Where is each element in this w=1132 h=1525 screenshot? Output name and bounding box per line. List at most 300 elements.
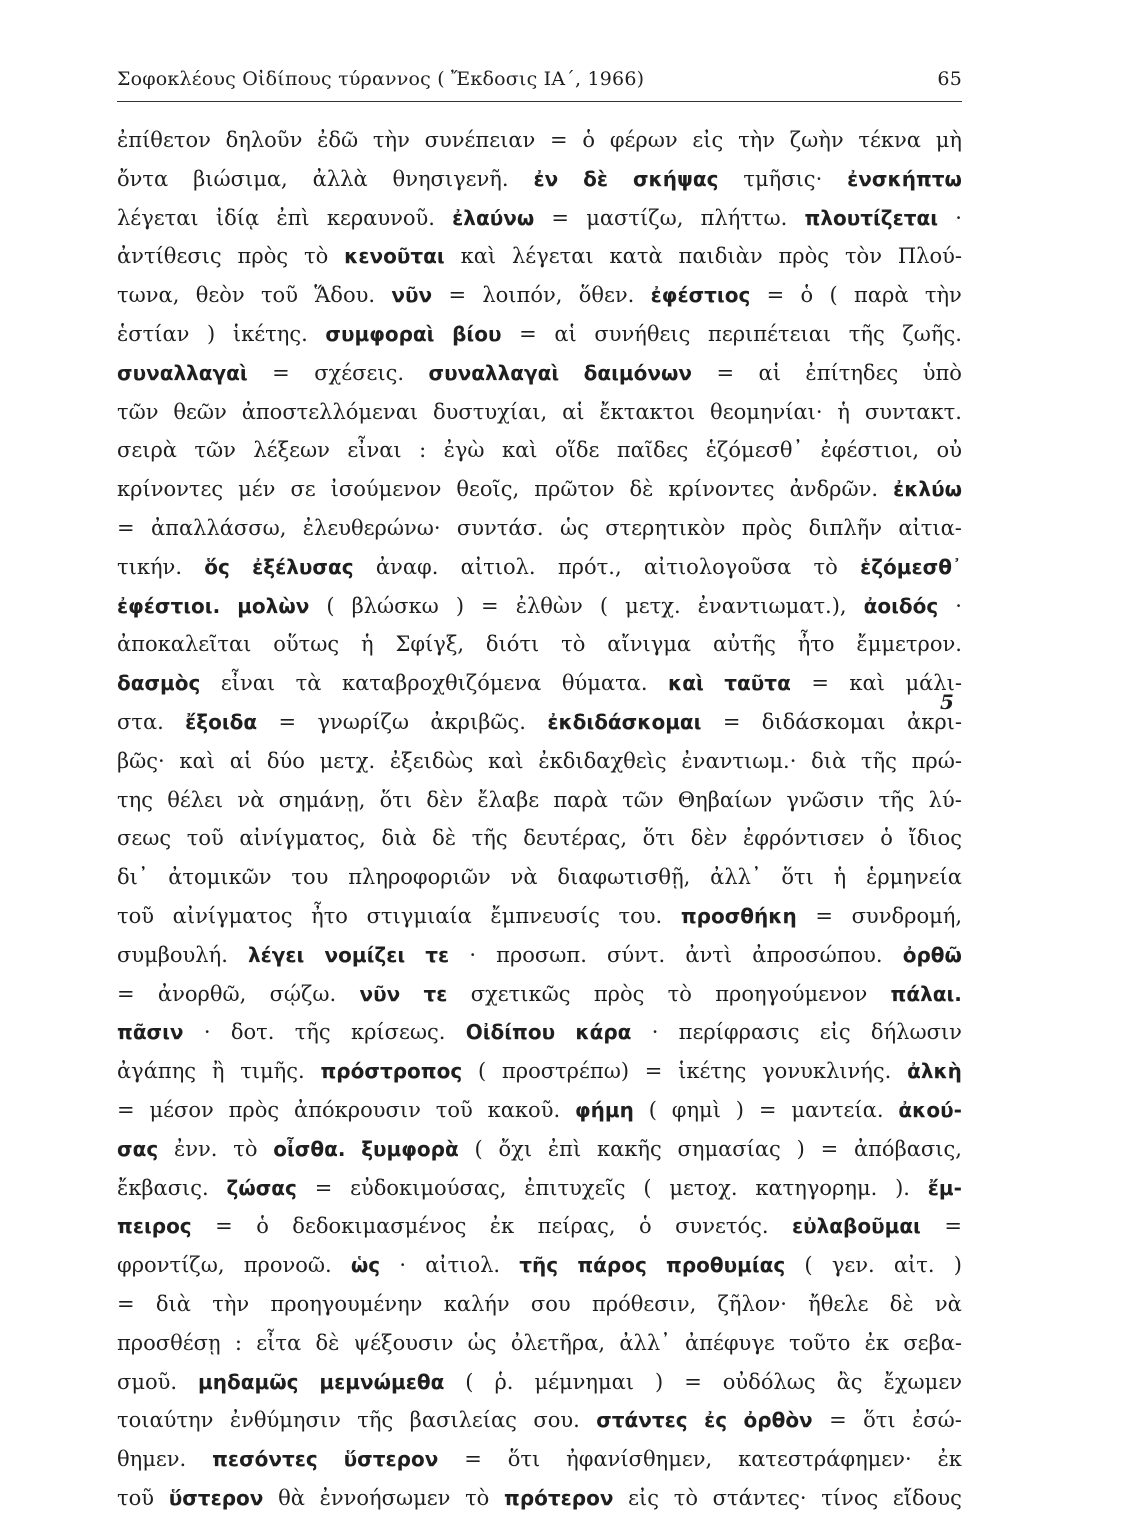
bold-lemma: ὕστερον (168, 1485, 264, 1510)
word: λέγεται (512, 244, 594, 269)
text-line (117, 1408, 962, 1447)
word: ὡς (467, 1330, 497, 1355)
word: ἱκέτης. (232, 321, 308, 346)
word: ἐξειδὼς (389, 748, 474, 773)
word: εἰς (692, 128, 724, 152)
word: μὴ (935, 128, 962, 152)
text-line (117, 128, 962, 167)
bold-lemma: κάρα (575, 1020, 632, 1045)
word: = (551, 205, 570, 230)
text-line (117, 1176, 962, 1215)
word: συνήθεις (594, 321, 691, 346)
word: συνδρομή, (851, 903, 962, 928)
word: τέκνα (858, 128, 921, 152)
word: ἀπόκρουσιν (294, 1097, 421, 1122)
word: ἠφανίσθημεν, (566, 1447, 713, 1472)
word: τοῦ (117, 903, 155, 928)
word: σμοῦ. (117, 1369, 178, 1394)
word: πείρας, (537, 1214, 616, 1239)
bold-lemma: εὐλαβοῦμαι (792, 1214, 921, 1239)
word: ἐγὼ (443, 438, 485, 463)
word: καλήν (443, 1291, 510, 1316)
word: τοῦτο (789, 1330, 851, 1355)
word: αἱ (229, 748, 253, 773)
word: μετοχ. (669, 1175, 738, 1200)
word: καὶ (488, 748, 524, 773)
word: καταβροχθιζόμενα (341, 671, 542, 696)
word: δύο (266, 748, 305, 773)
word: τῶν (117, 399, 159, 424)
word: ἔλαβε (477, 787, 540, 812)
word: μαστίζω, (586, 205, 684, 230)
word: σου (530, 1291, 571, 1316)
word: αἱ (554, 321, 577, 346)
word: δὲ (889, 1291, 914, 1316)
word: δευτέρας, (523, 826, 627, 851)
header-title: Σοφοκλέους Οἰδίπους τύραννος ( Ἔκδοσις ΙΑ΄, 1966) (117, 68, 645, 90)
word: ἀλλ᾿ (619, 1330, 671, 1355)
word: πρώ- (911, 748, 962, 773)
word: ἔμπνευσίς (490, 903, 600, 928)
word: θημεν. (117, 1447, 187, 1472)
word: ἀκρι- (907, 709, 962, 734)
word: Πλού- (897, 244, 962, 269)
word: καὶ (460, 244, 497, 269)
word: δοτ. (230, 1020, 275, 1045)
word: τῆς (860, 748, 897, 773)
word: θεομηνίαι· (710, 399, 823, 424)
bold-lemma: νομίζει (324, 942, 406, 967)
word: αἰτια- (898, 515, 962, 540)
word: τοῦ (435, 1097, 473, 1122)
bold-lemma: ἐνσκήπτω (847, 166, 962, 191)
word: ἐννοήσωμεν (319, 1485, 451, 1510)
word: στερητικὸν (605, 515, 726, 540)
text-line (117, 826, 962, 865)
word: = (644, 1059, 663, 1084)
word: τὴν (738, 128, 776, 152)
word: προηγουμένην (270, 1291, 423, 1316)
word: ἐκδιδαχθεὶς (538, 748, 667, 773)
bold-lemma: ἐφέστιος (650, 283, 751, 308)
text-line (117, 594, 962, 633)
bold-lemma: κενοῦται (344, 244, 445, 269)
bold-lemma: πεσόντες (212, 1447, 318, 1472)
word: περίφρασις (678, 1020, 800, 1045)
word: ζῆλον· (717, 1291, 787, 1316)
bold-lemma: ἀοιδός (863, 593, 939, 618)
word: ὅτι (507, 1447, 541, 1472)
bold-lemma: λέγει (248, 942, 305, 967)
word: συνέπειαν (424, 128, 536, 152)
word: δήλωσιν (870, 1020, 962, 1045)
text-line (117, 904, 962, 943)
word: ἀπαλλάσσω, (150, 515, 287, 540)
word: διὰ (811, 748, 847, 773)
word: διότι (485, 632, 540, 657)
word: ὁ (638, 1214, 652, 1239)
word: κρίνοντες (117, 477, 224, 502)
word: δὲ (315, 1330, 340, 1355)
word: δηλοῦν (225, 128, 303, 152)
word: τικήν. (117, 554, 182, 579)
bold-lemma: τε (423, 981, 448, 1006)
text-line (117, 244, 962, 283)
word: ἐπὶ (547, 1136, 582, 1161)
word: τίνος (821, 1485, 879, 1510)
word: νὰ (934, 1291, 962, 1316)
word: δεδοκιμασμένος (292, 1214, 467, 1239)
word: ) (655, 1369, 664, 1394)
text-line (117, 1447, 962, 1486)
word: = (272, 360, 290, 385)
word: = (448, 283, 467, 308)
word: κατὰ (609, 244, 663, 269)
running-header (117, 68, 962, 100)
word: πρὸς (778, 244, 830, 269)
bold-lemma: οἶσθα. (273, 1136, 346, 1161)
word: φέρων (609, 128, 678, 152)
word: τῆς (848, 321, 885, 346)
bold-lemma: τῆς (519, 1253, 559, 1278)
text-line (117, 167, 962, 206)
word: πρόθεσιν, (591, 1291, 697, 1316)
word: αἰτιολ. (460, 554, 536, 579)
bold-lemma: συναλλαγαὶ (428, 360, 560, 385)
word: αἱ (758, 360, 781, 385)
word: ). (895, 1175, 910, 1200)
word: τῶν (194, 438, 236, 463)
bold-lemma: πλουτίζεται (804, 205, 939, 230)
word: · (203, 1020, 211, 1045)
word: ἂς (836, 1369, 863, 1394)
word: γνῶσιν (786, 787, 865, 812)
word: ἀποστελλόμεναι (241, 399, 419, 424)
bold-lemma: συμφοραὶ (325, 321, 435, 346)
word: τοῦ (260, 283, 298, 308)
text-line (117, 1486, 962, 1525)
word: μετχ. (625, 593, 681, 618)
word: παρὰ (854, 283, 909, 308)
word: ἐπὶ (276, 205, 310, 230)
text-line (117, 632, 962, 671)
bold-lemma: στάντες (596, 1408, 688, 1433)
word: αἰνίγματος (172, 903, 293, 928)
word: σχέσεις. (314, 360, 405, 385)
word: μέσον (149, 1097, 214, 1122)
bold-lemma: καὶ (668, 671, 704, 696)
word: σεως (117, 826, 172, 851)
word: = (314, 1175, 333, 1200)
word: φημὶ (671, 1097, 721, 1122)
word: ἐναντιωματ.), (697, 593, 847, 618)
word: ὡς (559, 515, 589, 540)
word: οἵδε (554, 438, 600, 463)
bold-lemma: προθυμίας (666, 1253, 786, 1278)
word: = (117, 1097, 135, 1122)
word: ( (474, 1136, 483, 1161)
word: ἀνδρῶν. (789, 477, 879, 502)
word: τὸ (813, 554, 838, 579)
word: ἐλευθερώνω· (302, 515, 441, 540)
word: ( (326, 593, 335, 618)
bold-lemma: ἑζόμεσθ᾿ (860, 554, 962, 579)
word: σῴζω. (269, 981, 337, 1006)
word: ἐφρόντισεν (743, 826, 865, 851)
word: κεραυνοῦ. (326, 205, 435, 230)
word: πρὸς (741, 515, 793, 540)
word: ἀποκαλεῖται (117, 632, 252, 657)
word: = (117, 515, 135, 540)
word: μαντεία. (791, 1097, 884, 1122)
word: λύ- (928, 787, 962, 812)
word: · (955, 593, 962, 618)
word: πρῶτον (534, 477, 615, 502)
bold-lemma: σας (117, 1136, 159, 1161)
word: στα. (117, 709, 164, 734)
word: ἐκ (937, 1447, 962, 1472)
word: ἡ (837, 399, 851, 424)
word: ) (207, 321, 216, 346)
word: αἱ (562, 399, 585, 424)
word: λοιπόν, (482, 283, 563, 308)
word: ἐκ (489, 1214, 515, 1239)
bold-lemma: ξυμφορὰ (361, 1136, 459, 1161)
word: ) (455, 593, 465, 618)
bold-lemma: ἀλκὴ (907, 1059, 962, 1084)
word: τμῆσις· (743, 166, 823, 191)
word: κακῆς (596, 1136, 662, 1161)
word: εἰς (819, 1020, 851, 1045)
text-line (117, 400, 962, 439)
word: θεὸν (195, 283, 245, 308)
word: σημασίας (677, 1136, 781, 1161)
word: συντάσ. (456, 515, 544, 540)
word: βιώσιμα, (193, 166, 288, 191)
text-line (117, 283, 962, 322)
bold-lemma: τε (425, 942, 450, 967)
word: ὄχι (498, 1136, 533, 1161)
bold-lemma: φήμη (575, 1097, 634, 1122)
word: ἀντίθεσις (117, 244, 222, 269)
bold-lemma: ταῦτα (724, 671, 791, 696)
text-line (117, 1370, 962, 1409)
word: ἐδῶ (317, 128, 359, 152)
word: τῆς (878, 787, 915, 812)
word: ὁ (800, 283, 814, 308)
header-rule (117, 101, 962, 102)
word: ἐνθύμησιν (229, 1408, 341, 1433)
word: θεοῖς, (456, 477, 520, 502)
word: καὶ (849, 671, 885, 696)
bold-lemma: ἐς (704, 1408, 728, 1433)
bold-lemma: πάρος (577, 1253, 647, 1278)
word: του. (618, 903, 663, 928)
word: τιμῆς. (240, 1059, 305, 1084)
bold-lemma: ζώσας (226, 1175, 297, 1200)
page-number: 65 (937, 68, 962, 90)
word: σου. (533, 1408, 580, 1433)
word: ἀπόβασις, (853, 1136, 962, 1161)
word: = (117, 981, 135, 1006)
word: εἶναι (220, 671, 276, 696)
word: θύματα. (561, 671, 648, 696)
word: ἀντὶ (685, 942, 733, 967)
word: τωνα, (117, 283, 180, 308)
word: πρότ., (557, 554, 622, 579)
word: = (550, 128, 568, 152)
bold-lemma: σκήψας (632, 166, 719, 191)
word: τῆς (357, 1408, 394, 1433)
bold-lemma: ὡς (350, 1253, 381, 1278)
word: = (215, 1214, 233, 1239)
bold-lemma: ἀκού- (898, 1097, 962, 1122)
bold-lemma: δαιμόνων (583, 360, 692, 385)
word: ( (465, 1369, 474, 1394)
word: τοῦ (117, 1485, 155, 1510)
word: ὅτι (863, 1408, 896, 1433)
word: = (815, 903, 833, 928)
signature-mark: 5 (940, 690, 954, 714)
word: κρίσεως. (350, 1020, 446, 1045)
word: ἔκβασις. (117, 1175, 209, 1200)
word: ἐπιτυχεῖς (524, 1175, 626, 1200)
bold-lemma: νῦν (359, 981, 401, 1006)
text-line (117, 671, 962, 710)
word: νὰ (510, 865, 538, 890)
bold-lemma: ἐλαύνω (452, 205, 535, 230)
bold-lemma: ἐν (533, 166, 559, 191)
word: μετχ. (319, 748, 376, 773)
bold-lemma: μεμνώμεθα (319, 1369, 445, 1394)
word: παῖδες (616, 438, 689, 463)
text-line (117, 322, 962, 361)
word: ἐκ (864, 1330, 890, 1355)
word: καὶ (501, 438, 538, 463)
word: : (419, 438, 427, 463)
word: εἶναι (347, 438, 402, 463)
word: της (117, 787, 153, 812)
word: = (811, 671, 829, 696)
word: λέγεται (117, 205, 199, 230)
word: αἰνίγματος, (239, 826, 366, 851)
bold-lemma: βίου (452, 321, 502, 346)
word: ὅθεν. (578, 283, 635, 308)
word: = (829, 1408, 847, 1433)
bold-lemma: ἔμ- (927, 1175, 962, 1200)
word: ζωῆς. (902, 321, 962, 346)
word: ὅτι (642, 826, 676, 851)
word: ἐφέστιοι, (820, 438, 920, 463)
word: = (117, 1291, 135, 1316)
word: προσωπ. (496, 942, 587, 967)
word: αἰτ. (893, 1253, 935, 1278)
word: τοῦ (186, 826, 224, 851)
word: ) (735, 1097, 744, 1122)
word: σημάνῃ, (278, 787, 366, 812)
text-line (117, 943, 962, 982)
word: ἐπίθετον (117, 128, 211, 152)
word: σειρὰ (117, 438, 177, 463)
word: δὲν (426, 787, 464, 812)
text-line (117, 438, 962, 477)
word: ψέξουσιν (353, 1330, 454, 1355)
text-line (117, 1253, 962, 1292)
word: ἀτομικῶν (168, 865, 272, 890)
word: πληροφοριῶν (348, 865, 491, 890)
word: μάλι- (905, 671, 962, 696)
word: ἀγάπης (117, 1059, 197, 1084)
word: ἐλθὼν (515, 593, 583, 618)
word: · (955, 205, 962, 230)
word: ὑπὸ (922, 360, 962, 385)
word: ἀνορθῶ, (157, 981, 247, 1006)
word: τῶν (622, 787, 664, 812)
word: = (722, 709, 741, 734)
word: θὰ (278, 1485, 305, 1510)
text-line (117, 1214, 962, 1253)
text-line (117, 1098, 962, 1137)
word: προηγούμενον (715, 981, 868, 1006)
word: τῆς (471, 826, 508, 851)
word: στιγμιαία (366, 903, 472, 928)
word: ἐναντιωμ.· (681, 748, 797, 773)
word: · (399, 1253, 406, 1278)
word: σεβα- (903, 1330, 962, 1355)
bold-lemma: νῦν (391, 283, 433, 308)
word: ἐπίτηδες (805, 360, 899, 385)
word: προστρέπω) (501, 1059, 630, 1084)
word: πλήττω. (700, 205, 788, 230)
word: τῆς (294, 1020, 331, 1045)
word: ὅτι (379, 787, 413, 812)
word: δὲν (690, 826, 728, 851)
word: ἑζόμεσθ᾿ (705, 438, 804, 463)
bold-lemma: ὅς (204, 554, 230, 579)
word: γεν. (831, 1253, 875, 1278)
bold-lemma: ἐφέστιοι. (117, 593, 221, 618)
word: παιδιὰν (678, 244, 763, 269)
word: ἰσούμενον (330, 477, 442, 502)
word: ζωὴν (789, 128, 844, 152)
word: σε (290, 477, 316, 502)
word: ἀλλ᾿ (710, 865, 762, 890)
word: δὲ (432, 826, 457, 851)
word: αἴνιγμα (607, 632, 692, 657)
word: ἐνν. (173, 1136, 218, 1161)
word: αὐτῆς (712, 632, 776, 657)
word: ἐσώ- (912, 1408, 962, 1433)
word: προσθέσῃ (117, 1330, 221, 1355)
word: διὰ (155, 1291, 191, 1316)
word: τὸ (465, 1485, 490, 1510)
word: κρίνοντες (668, 477, 775, 502)
word: προνοῶ. (243, 1253, 332, 1278)
word: βλώσκω (351, 593, 439, 618)
word: οὕτως (273, 632, 340, 657)
word: γονυκλινής. (762, 1059, 892, 1084)
word: = (944, 1214, 962, 1239)
word: τοιαύτην (117, 1408, 214, 1433)
text-line (117, 1331, 962, 1370)
word: βῶς· (117, 748, 165, 773)
word: = (278, 709, 297, 734)
text-line (117, 1020, 962, 1059)
bold-lemma: πάλαι. (890, 981, 962, 1006)
word: τὸ (561, 632, 586, 657)
word: θνησιγενῆ. (392, 166, 509, 191)
word: τὸ (667, 981, 692, 1006)
